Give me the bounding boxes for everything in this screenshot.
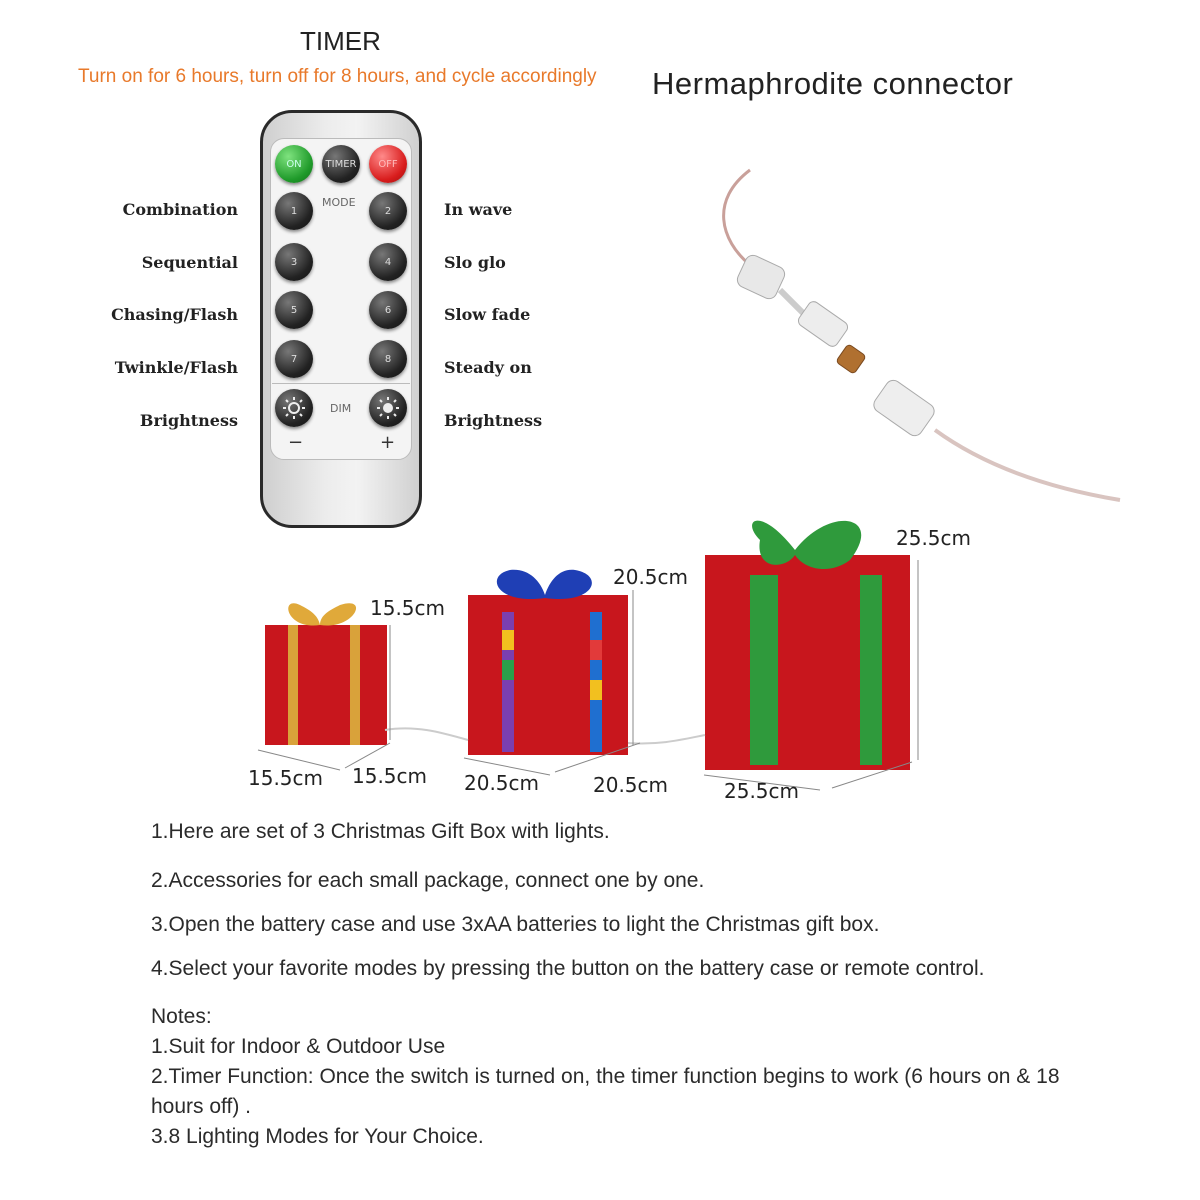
sun-bright-icon — [376, 396, 400, 420]
mode-5-button[interactable]: 5 — [275, 291, 313, 329]
mode-6-button[interactable]: 6 — [369, 291, 407, 329]
small-box-depth: 15.5cm — [352, 764, 428, 788]
small-box-height: 15.5cm — [370, 596, 446, 620]
description-3: 3.Open the battery case and use 3xAA batteries to light the Christmas gift box. — [151, 913, 880, 936]
notes-section — [151, 1002, 1141, 1152]
description-4: 4.Select your favorite modes by pressing the button on the battery case or remote control. — [151, 957, 985, 980]
gift-boxes-illustration — [240, 500, 980, 820]
timer-title: TIMER — [300, 26, 381, 56]
label-combination: Combination — [122, 200, 238, 219]
sun-icon — [282, 396, 306, 420]
note-item-2-continued: hours off) . — [151, 1095, 251, 1118]
label-twinkle-flash: Twinkle/Flash — [114, 358, 238, 377]
timer-subtitle: Turn on for 6 hours, turn off for 8 hours, and cycle accordingly — [78, 66, 597, 87]
medium-box-height: 20.5cm — [613, 565, 689, 589]
mode-8-button[interactable]: 8 — [369, 340, 407, 378]
mode-3-button[interactable]: 3 — [275, 243, 313, 281]
connector-illustration — [700, 160, 1140, 510]
description-1: 1.Here are set of 3 Christmas Gift Box with lights. — [151, 820, 610, 843]
label-slow-fade: Slow fade — [444, 305, 531, 324]
note-item-3: 3.8 Lighting Modes for Your Choice. — [151, 1125, 484, 1148]
plus-sign: + — [380, 432, 396, 453]
mode-label: MODE — [322, 196, 356, 209]
large-box-height: 25.5cm — [896, 526, 972, 550]
mode-7-button[interactable]: 7 — [275, 340, 313, 378]
label-sequential: Sequential — [141, 253, 238, 272]
minus-sign: − — [288, 432, 304, 453]
medium-box-depth: 20.5cm — [593, 773, 669, 797]
label-in-wave: In wave — [444, 200, 513, 219]
timer-button[interactable]: TIMER — [322, 145, 360, 183]
large-gift-box — [705, 521, 910, 770]
label-chasing-flash: Chasing/Flash — [111, 305, 238, 324]
large-box-width: 25.5cm — [724, 779, 800, 803]
label-brightness-down: Brightness — [139, 411, 238, 430]
label-slo-glo: Slo glo — [444, 253, 506, 272]
off-button[interactable]: OFF — [369, 145, 407, 183]
note-item-1: 1.Suit for Indoor & Outdoor Use — [151, 1035, 446, 1058]
label-brightness-up: Brightness — [444, 411, 543, 430]
brightness-down-button[interactable] — [275, 389, 313, 427]
note-item-2: 2.Timer Function: Once the switch is turned on, the timer function begins to work (6 hours on & 18 — [151, 1065, 1060, 1088]
mode-2-button[interactable]: 2 — [369, 192, 407, 230]
description-2: 2.Accessories for each small package, connect one by one. — [151, 869, 705, 892]
mode-1-button[interactable]: 1 — [275, 192, 313, 230]
panel-divider — [272, 383, 410, 384]
small-gift-box — [265, 603, 387, 745]
mode-4-button[interactable]: 4 — [369, 243, 407, 281]
notes-heading: Notes: — [151, 1005, 212, 1028]
dim-label: DIM — [330, 402, 352, 415]
small-box-width: 15.5cm — [248, 766, 324, 790]
label-steady-on: Steady on — [444, 358, 532, 377]
medium-gift-box — [468, 570, 628, 755]
connector-title: Hermaphrodite connector — [652, 66, 1014, 101]
brightness-up-button[interactable] — [369, 389, 407, 427]
on-button[interactable]: ON — [275, 145, 313, 183]
medium-box-width: 20.5cm — [464, 771, 540, 795]
